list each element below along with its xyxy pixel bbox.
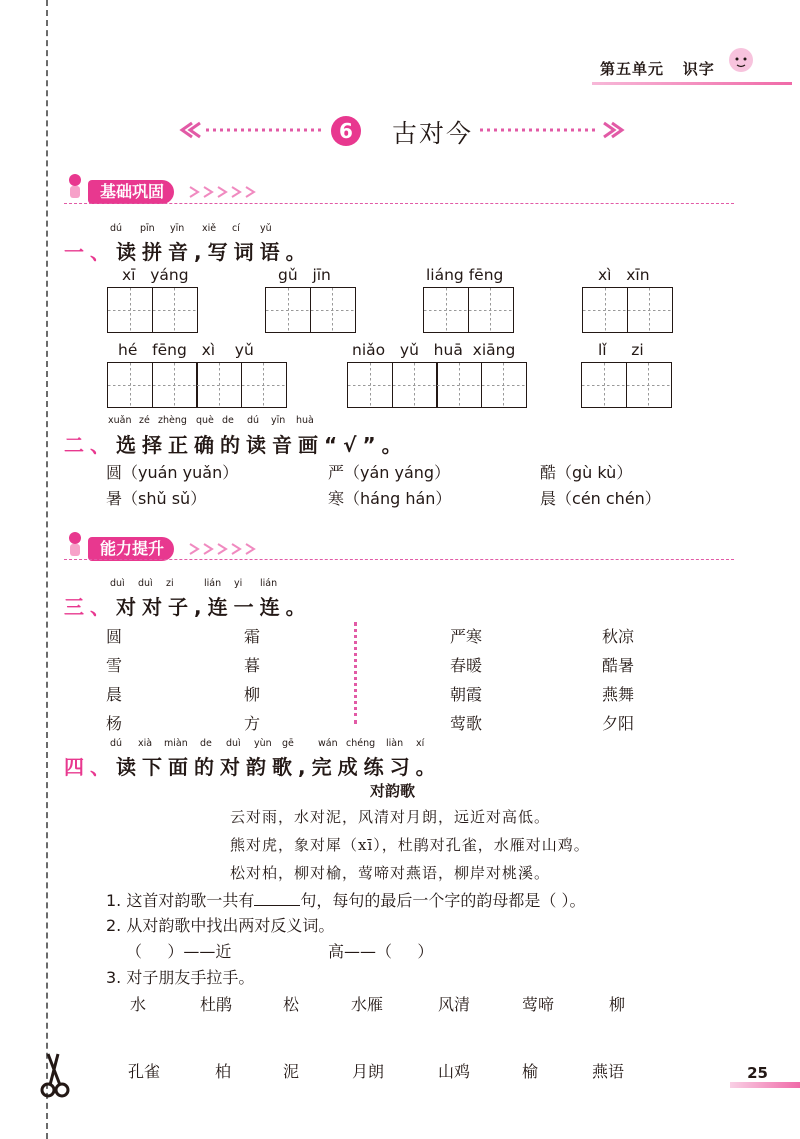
pair-word[interactable]: 风清 bbox=[438, 995, 471, 1014]
lesson-title: 古对今 bbox=[392, 119, 474, 148]
match-word[interactable]: 严寒 bbox=[450, 627, 483, 646]
q1-word-pinyin: xī yáng bbox=[122, 266, 189, 284]
section-basic-rule bbox=[64, 203, 734, 204]
grid-cell[interactable] bbox=[107, 362, 153, 408]
grid-cell[interactable] bbox=[392, 362, 438, 408]
scissors-icon bbox=[34, 1050, 74, 1104]
writing-grid[interactable] bbox=[107, 287, 198, 333]
section-arrows-icon bbox=[186, 184, 256, 204]
unit-label: 第五单元 bbox=[600, 60, 665, 78]
pronunciation-item[interactable]: 寒（háng hán） bbox=[328, 489, 452, 508]
pronunciation-item[interactable]: 圆（yuán yuǎn） bbox=[106, 463, 239, 482]
grid-cell[interactable] bbox=[196, 362, 242, 408]
pair-word[interactable]: 月朗 bbox=[352, 1062, 385, 1081]
q1-word-pinyin: hé fēng xì yǔ bbox=[118, 341, 254, 359]
grid-cell[interactable] bbox=[626, 362, 672, 408]
q4-title: 四、读下面的对韵歌,完成练习。 bbox=[64, 755, 442, 779]
section-basic-badge: 基础巩固 bbox=[88, 180, 174, 204]
pair-word[interactable]: 山鸡 bbox=[438, 1062, 471, 1081]
pronunciation-item[interactable]: 暑（shǔ sǔ） bbox=[106, 489, 207, 508]
grid-cell[interactable] bbox=[481, 362, 527, 408]
grid-cell[interactable] bbox=[582, 287, 628, 333]
header-rule bbox=[592, 82, 792, 85]
poem-line: 云对雨，水对泥，风清对月朗，远近对高低。 bbox=[230, 808, 551, 826]
pronunciation-item[interactable]: 晨（cén chén） bbox=[540, 489, 661, 508]
title-right-arrows-icon bbox=[476, 121, 626, 143]
writing-grid[interactable] bbox=[581, 362, 672, 408]
q1-word-pinyin: xì xīn bbox=[598, 266, 650, 284]
match-divider bbox=[354, 622, 357, 724]
grid-cell[interactable] bbox=[152, 287, 198, 333]
q1-word-pinyin: liáng fēng bbox=[426, 266, 504, 284]
pair-word[interactable]: 水雁 bbox=[351, 995, 384, 1014]
pair-word[interactable]: 杜鹃 bbox=[200, 995, 233, 1014]
grid-cell[interactable] bbox=[241, 362, 287, 408]
pair-word[interactable]: 松 bbox=[283, 995, 300, 1014]
pair-word[interactable]: 莺啼 bbox=[522, 995, 555, 1014]
match-word[interactable]: 圆 bbox=[106, 627, 123, 646]
writing-grid[interactable] bbox=[582, 287, 673, 333]
pair-word[interactable]: 孔雀 bbox=[128, 1062, 161, 1081]
q1-word-pinyin: gǔ jīn bbox=[278, 266, 331, 284]
section-ability-badge: 能力提升 bbox=[88, 537, 174, 561]
page-number: 25 bbox=[747, 1064, 768, 1082]
match-word[interactable]: 雪 bbox=[106, 656, 123, 675]
q1-title: 一、读拼音,写词语。 bbox=[64, 240, 312, 264]
q4-pinyin: dú xià miàn de duì yùn gē wán chéng liàn xí bbox=[110, 738, 425, 749]
match-word[interactable]: 霜 bbox=[244, 627, 261, 646]
section-ability-rule bbox=[64, 559, 734, 560]
section-arrows-icon bbox=[186, 541, 256, 561]
q2-title: 二、选择正确的读音画“√”。 bbox=[64, 433, 408, 457]
pair-word[interactable]: 泥 bbox=[283, 1062, 300, 1081]
exercise-2: 2. 从对韵歌中找出两对反义词。 bbox=[106, 916, 335, 935]
grid-cell[interactable] bbox=[152, 362, 198, 408]
match-word[interactable]: 夕阳 bbox=[602, 714, 635, 733]
q3-title: 三、对对子,连一连。 bbox=[64, 595, 312, 619]
pair-word[interactable]: 柳 bbox=[609, 995, 626, 1014]
grid-cell[interactable] bbox=[436, 362, 482, 408]
poem-title: 对韵歌 bbox=[370, 782, 416, 800]
pair-word[interactable]: 水 bbox=[130, 995, 147, 1014]
match-word[interactable]: 暮 bbox=[244, 656, 261, 675]
cut-line bbox=[46, 0, 48, 1139]
antonym-blank-1[interactable]: （ ）——近 bbox=[126, 942, 232, 961]
match-word[interactable]: 柳 bbox=[244, 685, 261, 704]
match-column bbox=[244, 622, 260, 738]
grid-cell[interactable] bbox=[107, 287, 153, 333]
match-word[interactable]: 春暖 bbox=[450, 656, 483, 675]
grid-cell[interactable] bbox=[423, 287, 469, 333]
match-column bbox=[602, 622, 634, 738]
poem-line: 松对柏，柳对榆，莺啼对燕语，柳岸对桃溪。 bbox=[230, 864, 551, 882]
match-column bbox=[450, 622, 482, 738]
q1-pinyin: dú pīn yīn xiě cí yǔ bbox=[110, 223, 272, 234]
match-word[interactable]: 莺歌 bbox=[450, 714, 483, 733]
grid-cell[interactable] bbox=[468, 287, 514, 333]
pronunciation-item[interactable]: 严（yán yáng） bbox=[328, 463, 451, 482]
answer-blank[interactable] bbox=[254, 891, 300, 906]
antonym-blank-2[interactable]: 高——（ ） bbox=[328, 942, 434, 961]
match-word[interactable]: 秋凉 bbox=[602, 627, 635, 646]
writing-grid[interactable] bbox=[265, 287, 356, 333]
pair-word[interactable]: 柏 bbox=[215, 1062, 232, 1081]
grid-cell[interactable] bbox=[347, 362, 393, 408]
q2-pinyin: xuǎn zé zhèng què de dú yīn huà bbox=[108, 415, 314, 426]
q1-word-pinyin: lǐ zi bbox=[598, 341, 644, 359]
poem-line: 熊对虎，象对犀（xī），杜鹃对孔雀，水雁对山鸡。 bbox=[230, 836, 590, 854]
match-word[interactable]: 朝霞 bbox=[450, 685, 483, 704]
match-column bbox=[106, 622, 122, 738]
title-left-arrows-icon bbox=[178, 121, 328, 143]
grid-cell[interactable] bbox=[627, 287, 673, 333]
girl-mascot-icon bbox=[64, 172, 86, 206]
grid-cell[interactable] bbox=[310, 287, 356, 333]
q1-word-pinyin: niǎo yǔ huā xiāng bbox=[352, 341, 516, 359]
page-number-bar bbox=[730, 1082, 800, 1088]
match-word[interactable]: 方 bbox=[244, 714, 261, 733]
writing-grid[interactable] bbox=[107, 362, 287, 408]
exercise-1: 1. 这首对韵歌一共有 句，每句的最后一个字的韵母都是（ ）。 bbox=[106, 891, 586, 910]
category-label: 识字 bbox=[682, 60, 715, 78]
pronunciation-item[interactable]: 酷（gù kù） bbox=[540, 463, 633, 482]
unit-header bbox=[600, 58, 715, 79]
writing-grid[interactable] bbox=[423, 287, 514, 333]
pair-word[interactable]: 榆 bbox=[522, 1062, 539, 1081]
pair-word[interactable]: 燕语 bbox=[592, 1062, 625, 1081]
writing-grid[interactable] bbox=[347, 362, 527, 408]
match-word[interactable]: 晨 bbox=[106, 685, 123, 704]
grid-cell[interactable] bbox=[265, 287, 311, 333]
match-word[interactable]: 燕舞 bbox=[602, 685, 635, 704]
exercise-3: 3. 对子朋友手拉手。 bbox=[106, 968, 255, 987]
match-word[interactable]: 杨 bbox=[106, 714, 123, 733]
grid-cell[interactable] bbox=[581, 362, 627, 408]
q3-pinyin: duì duì zi lián yi lián bbox=[110, 578, 278, 589]
lesson-number: 6 bbox=[331, 116, 361, 146]
match-word[interactable]: 酷暑 bbox=[602, 656, 635, 675]
